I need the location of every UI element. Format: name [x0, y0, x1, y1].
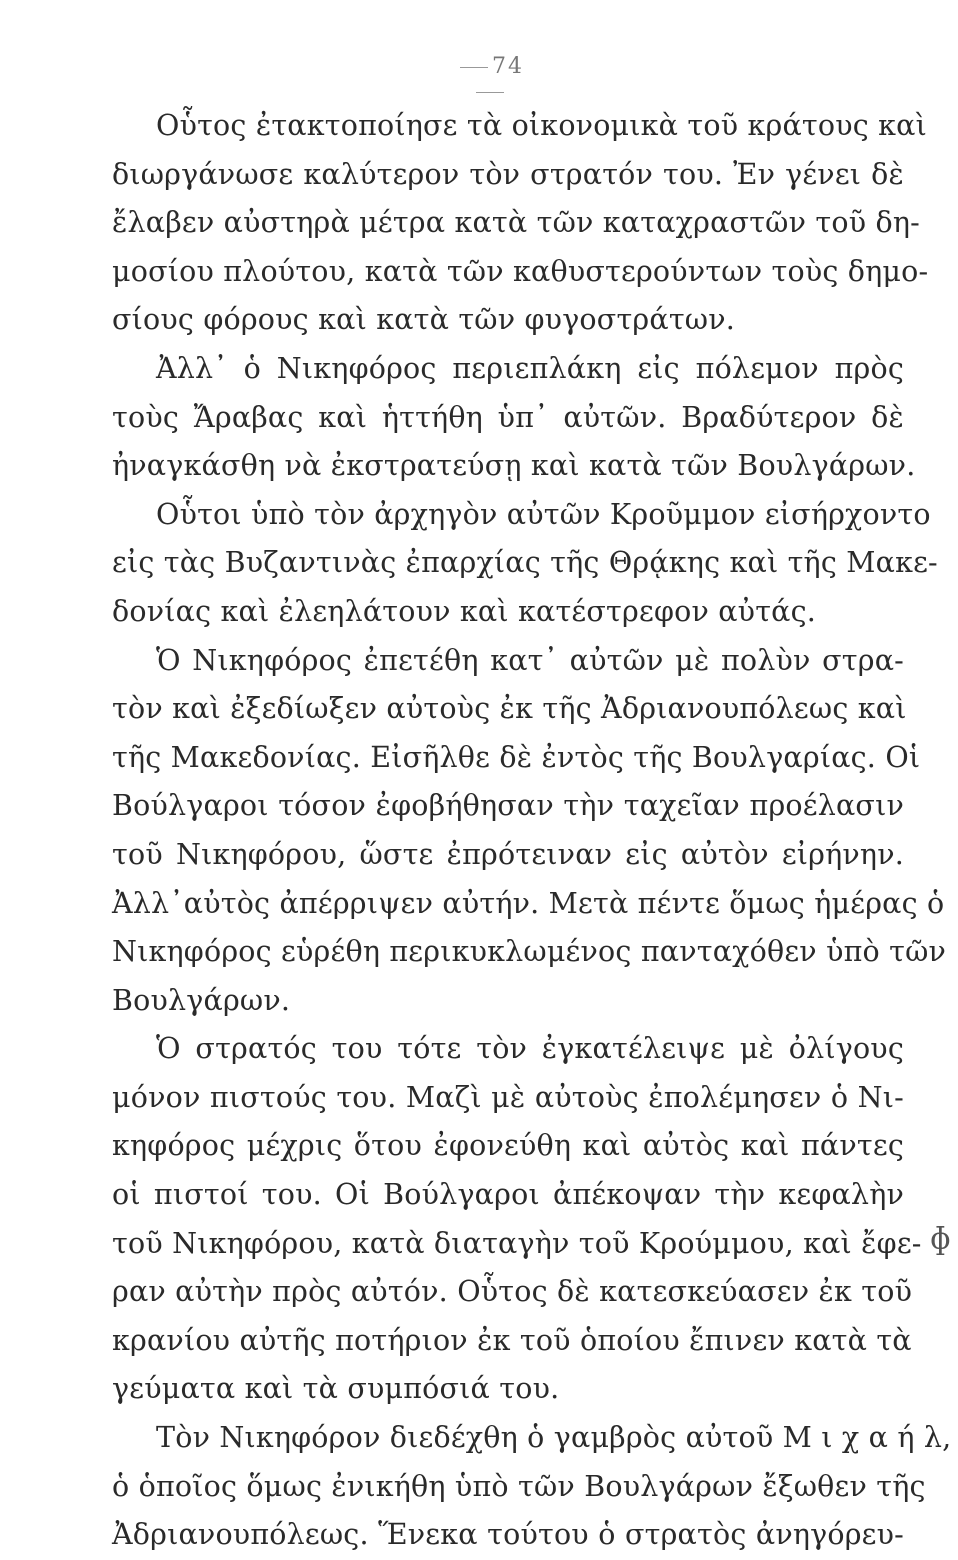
text-line: σίους φόρους καὶ κατὰ τῶν φυγοστράτων.: [112, 303, 736, 337]
text-line: Βουλγάρων.: [112, 983, 291, 1017]
text-line: κηφόρος μέχρις ὅτου ἐφονεύθη καὶ αὐτὸς καὶ πάντες: [112, 1129, 904, 1163]
text-line: ραν αὐτὴν πρὸς αὐτόν. Οὗτος δὲ κατεσκεύασεν ἐκ τοῦ: [112, 1275, 913, 1309]
text-line: μοσίου πλούτου, κατὰ τῶν καθυστερούντων τοὺς δημο-: [112, 254, 929, 288]
text-line: δονίας καὶ ἐλεηλάτουν καὶ κατέστρεφον αὐτάς.: [112, 594, 817, 628]
text-line: Ἀδριανουπόλεως. Ἕνεκα τούτου ὁ στρατὸς ἀνηγόρευ-: [112, 1518, 904, 1552]
body-text: [112, 102, 952, 1560]
text-line: Νικηφόρος εὑρέθη περικυκλωμένος πανταχόθεν ὑπὸ τῶν: [112, 935, 947, 969]
text-line: διωργάνωσε καλύτερον τὸν στρατόν του. Ἐν γένει δὲ: [112, 157, 904, 191]
text-line: τοῦ Νικηφόρου, ὥστε ἐπρότειναν εἰς αὐτὸν εἰρήνην.: [112, 837, 904, 871]
text-line: Ὁ στρατός του τότε τὸν ἐγκατέλειψε μὲ ὀλίγους: [156, 1032, 904, 1066]
text-line: γεύματα καὶ τὰ συμπόσιά του.: [112, 1372, 560, 1406]
text-line: τοῦ Νικηφόρου, κατὰ διαταγὴν τοῦ Κρούμμου, καὶ ἔφε-: [112, 1226, 922, 1260]
text-line: οἱ πιστοί του. Οἱ Βούλγαροι ἀπέκοψαν τὴν κεφαλὴν: [112, 1178, 904, 1212]
text-line: Ὁ Νικηφόρος ἐπετέθη κατ᾽ αὐτῶν μὲ πολὺν στρα-: [156, 643, 904, 677]
text-line: Βούλγαροι τόσον ἐφοβήθησαν τὴν ταχεῖαν προέλασιν: [112, 789, 904, 823]
text-line: ἠναγκάσθη νὰ ἐκστρατεύσῃ καὶ κατὰ τῶν Βουλγάρων.: [112, 449, 916, 483]
text-line: Τὸν Νικηφόρον διεδέχθη ὁ γαμβρὸς αὐτοῦ Μ ι χ α ή λ,: [156, 1421, 952, 1455]
text-line: τῆς Μακεδονίας. Εἰσῆλθε δὲ ἐντὸς τῆς Βουλγαρίας. Οἱ: [112, 740, 921, 774]
text-line: Οὗτος ἐτακτοποίησε τὰ οἰκονομικὰ τοῦ κράτους καὶ: [156, 109, 928, 142]
text-line: Οὗτοι ὑπὸ τὸν ἀρχηγὸν αὐτῶν Κροῦμμον εἰσήρχοντο: [156, 497, 931, 531]
text-line: Ἀλλ᾽αὐτὸς ἀπέρριψεν αὐτήν. Μετὰ πέντε ὅμως ἡμέρας ὁ: [112, 886, 945, 920]
margin-mark: ɸ: [930, 1222, 951, 1257]
text-line: ὁ ὁποῖος ὅμως ἐνικήθη ὑπὸ τῶν Βουλγάρων ἔξωθεν τῆς: [112, 1469, 926, 1503]
text-line: Ἀλλ᾽ ὁ Νικηφόρος περιεπλάκη εἰς πόλεμον πρὸς: [156, 351, 904, 385]
text-line: εἰς τὰς Βυζαντινὰς ἐπαρχίας τῆς Θρᾴκης καὶ τῆς Μακε-: [112, 546, 938, 580]
text-line: ἔλαβεν αὐστηρὰ μέτρα κατὰ τῶν καταχραστῶν τοῦ δη-: [112, 206, 920, 240]
text-line: τὸν καὶ ἐξεδίωξεν αὐτοὺς ἐκ τῆς Ἀδριανουπόλεως καὶ: [112, 692, 907, 726]
text-line: τοὺς Ἄραβας καὶ ἡττήθη ὑπ᾽ αὐτῶν. Βραδύτερον δὲ: [112, 400, 904, 434]
page-number: 74: [440, 54, 540, 104]
text-line: κρανίου αὐτῆς ποτήριον ἐκ τοῦ ὁποίου ἔπινεν κατὰ τὰ: [112, 1323, 912, 1357]
text-line: μόνον πιστούς του. Μαζὶ μὲ αὐτοὺς ἐπολέμησεν ὁ Νι-: [112, 1080, 904, 1114]
